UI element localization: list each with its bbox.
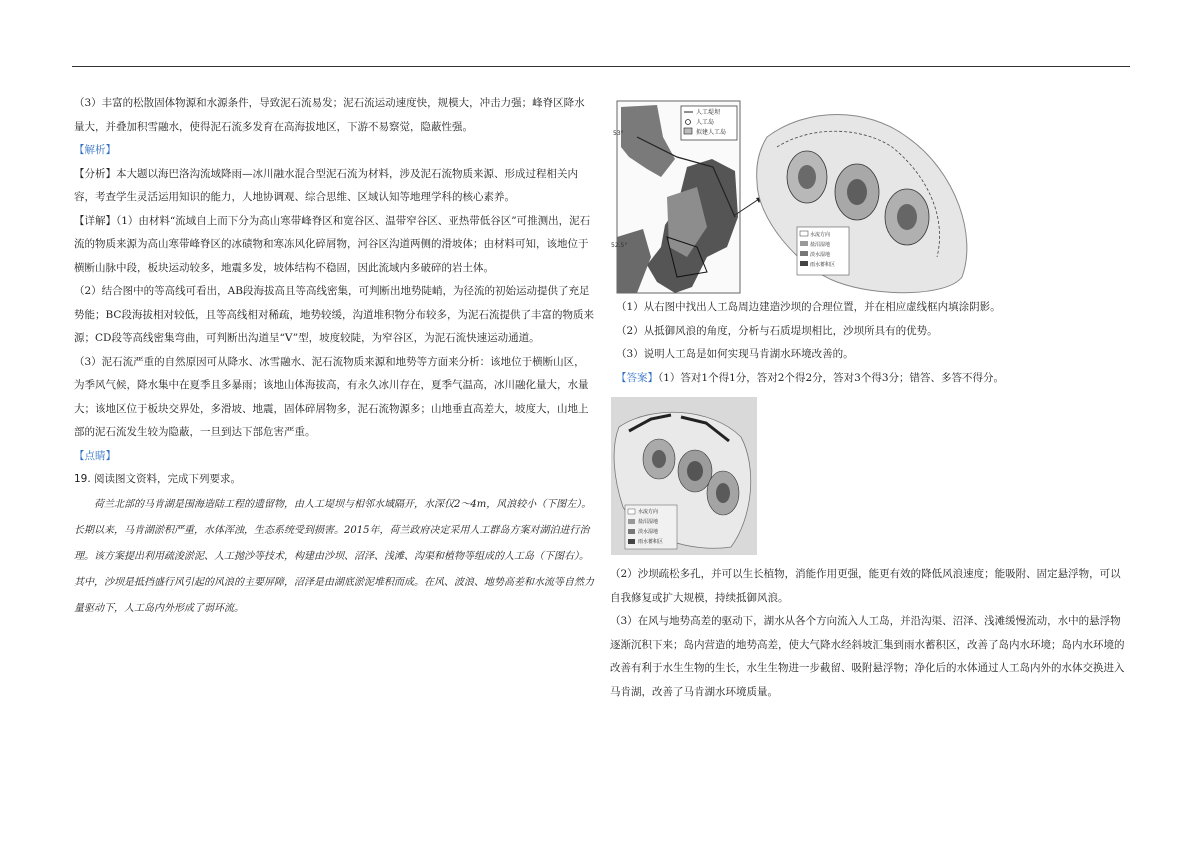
map-legend-3: 拟建人工岛 [696, 129, 727, 136]
answer-tag: 【答案】 [616, 371, 658, 384]
dianjing-tag: 【点睛】 [74, 449, 116, 462]
question-3: （3）说明人工岛是如何实现马肯湖水环境改善的。 [616, 348, 854, 360]
answer-3: （3）在风与地势高差的驱动下，湖水从各个方向流入人工岛，并沿沟渠、沼泽、浅滩缓慢流动，水中的悬浮物逐渐沉积下来；岛内营造的地势高差，使大气降水经斜坡汇集到雨水蓄积区，改善了岛内水环境；岛内水环境的改善有利于水生生物的生长，水生生物进一步截留、吸附悬浮物；净化后的水体通过人工岛内外的水体交换进入马肯湖，改善了马肯湖水环境质量。 [610, 615, 1125, 698]
fenxi-paragraph: 【分析】本大题以海巴洛沟流域降雨—冰川融水混合型泥石流为材料，涉及泥石流物质来源、形成过程相关内容，考查学生灵活运用知识的能力，人地协调观、综合思维、区域认知等地理学科的核心素养。 [74, 167, 578, 203]
answer-legend-3: 淡水湿地 [638, 529, 659, 535]
answer-3-paragraph: （3）丰富的松散固体物源和水源条件，导致泥石流易发；泥石流运动速度快，规模大，冲击力强；峰脊区降水量大，并叠加积雪融水，使得泥石流多发育在高海拔地区，下游不易察觉，隐蔽性强。 [74, 97, 585, 133]
question-19-material: 荷兰北部的马肯湖是围海造陆工程的遗留物，由人工堤坝与相邻水域隔开，水深仅2～4m，风浪较小（下图左）。长期以来，马肯湖淤积严重，水体浑浊，生态系统受到损害。2015年，荷兰政府决定采用人工群岛方案对湖泊进行治理。该方案提出利用疏浚淤泥、人工抛沙等技术，构建由沙坝、沼泽、浅滩、沟渠和植物等组成的人工岛（下图右）。其中，沙坝是抵挡盛行风引起的风浪的主要屏障，沼泽是由湖底淤泥堆积而成。在风、波浪、地势高差和水流等自然力量驱动下，人工岛内外形成了弱环流。 [74, 498, 594, 614]
lake-map-figure [611, 97, 997, 297]
map-legend-2: 人工岛 [696, 119, 715, 126]
island-legend-2: 盐沼湿地 [810, 242, 831, 248]
latitude-label-bottom: 52.5° [611, 242, 628, 249]
right-answers [610, 563, 1130, 704]
island-legend-4: 雨水蓄积区 [810, 262, 836, 268]
analysis-tag: 【解析】 [74, 144, 116, 156]
answer-2: （2）沙坝疏松多孔，并可以生长植物，消能作用更强，能更有效的降低风浪速度；能吸附、固定悬浮物，可以自我修复或扩大规模，持续抵御风浪。 [610, 568, 1121, 604]
question-19-title: 19. 阅读图文资料，完成下列要求。 [74, 473, 242, 485]
answer-1: （1）答对1个得1分，答对2个得2分，答对3个得3分；错答、多答不得分。 [658, 371, 1005, 384]
question-2: （2）从抵御风浪的角度，分析与石质堤坝相比，沙坝所具有的优势。 [616, 324, 938, 337]
right-questions [616, 296, 1128, 390]
island-legend-3: 淡水湿地 [810, 252, 831, 258]
answer-legend-4: 雨水蓄积区 [638, 539, 664, 545]
header-rule [72, 66, 1130, 67]
answer-legend-2: 盐沼湿地 [638, 519, 659, 525]
xiangjie-paragraph-1: 【详解】（1）由材料“流域自上而下分为高山寒带峰脊区和宽谷区、温带窄谷区、亚热带低谷区”可推测出，泥石流的物质来源为高山寒带峰脊区的冰碛物和寒冻风化碎屑物，河谷区沟道两侧的滑坡体；由材料可知，该地位于横断山脉中段，板块运动较多，地震多发，坡体结构不稳固，因此流域内多破碎的岩土体。 [74, 214, 591, 274]
map-legend-1: 人工堤坝 [696, 109, 721, 116]
answer-island-figure [611, 397, 757, 555]
island-legend-1: 水流方向 [810, 232, 831, 238]
xiangjie-paragraph-3: （3）泥石流严重的自然原因可从降水、冰雪融水、泥石流物质来源和地势等方面来分析：该地位于横断山区，为季风气候，降水集中在夏季且多暴雨；该地山体海拔高，有永久冰川存在，夏季气温高，冰川融化量大，水量大；该地区位于板块交界处，多滑坡、地震，固体碎屑物多，泥石流物源多；山地垂直高差大，坡度大，山地上部的泥石流发生较为隐蔽，一旦到达下部危害严重。 [74, 355, 589, 438]
xiangjie-paragraph-2: （2）结合图中的等高线可看出，AB段海拔高且等高线密集，可判断出地势陡峭，为径流的初始运动提供了充足势能；BC段海拔相对较低，且等高线相对稀疏，地势较缓，沟道堆积物分布较多，为泥石流提供了丰富的物质来源；CD段等高线密集弯曲，可判断出沟道呈“V”型，坡度较陡，为窄谷区，为泥石流快速运动通道。 [74, 285, 594, 344]
answer-line [616, 367, 1128, 391]
answer-legend-1: 水流方向 [638, 509, 659, 515]
left-column [74, 92, 594, 622]
latitude-label-top: 53° [613, 130, 624, 137]
question-1: （1）从右图中找出人工岛周边建造沙坝的合理位置，并在相应虚线框内填涂阴影。 [616, 301, 1001, 313]
